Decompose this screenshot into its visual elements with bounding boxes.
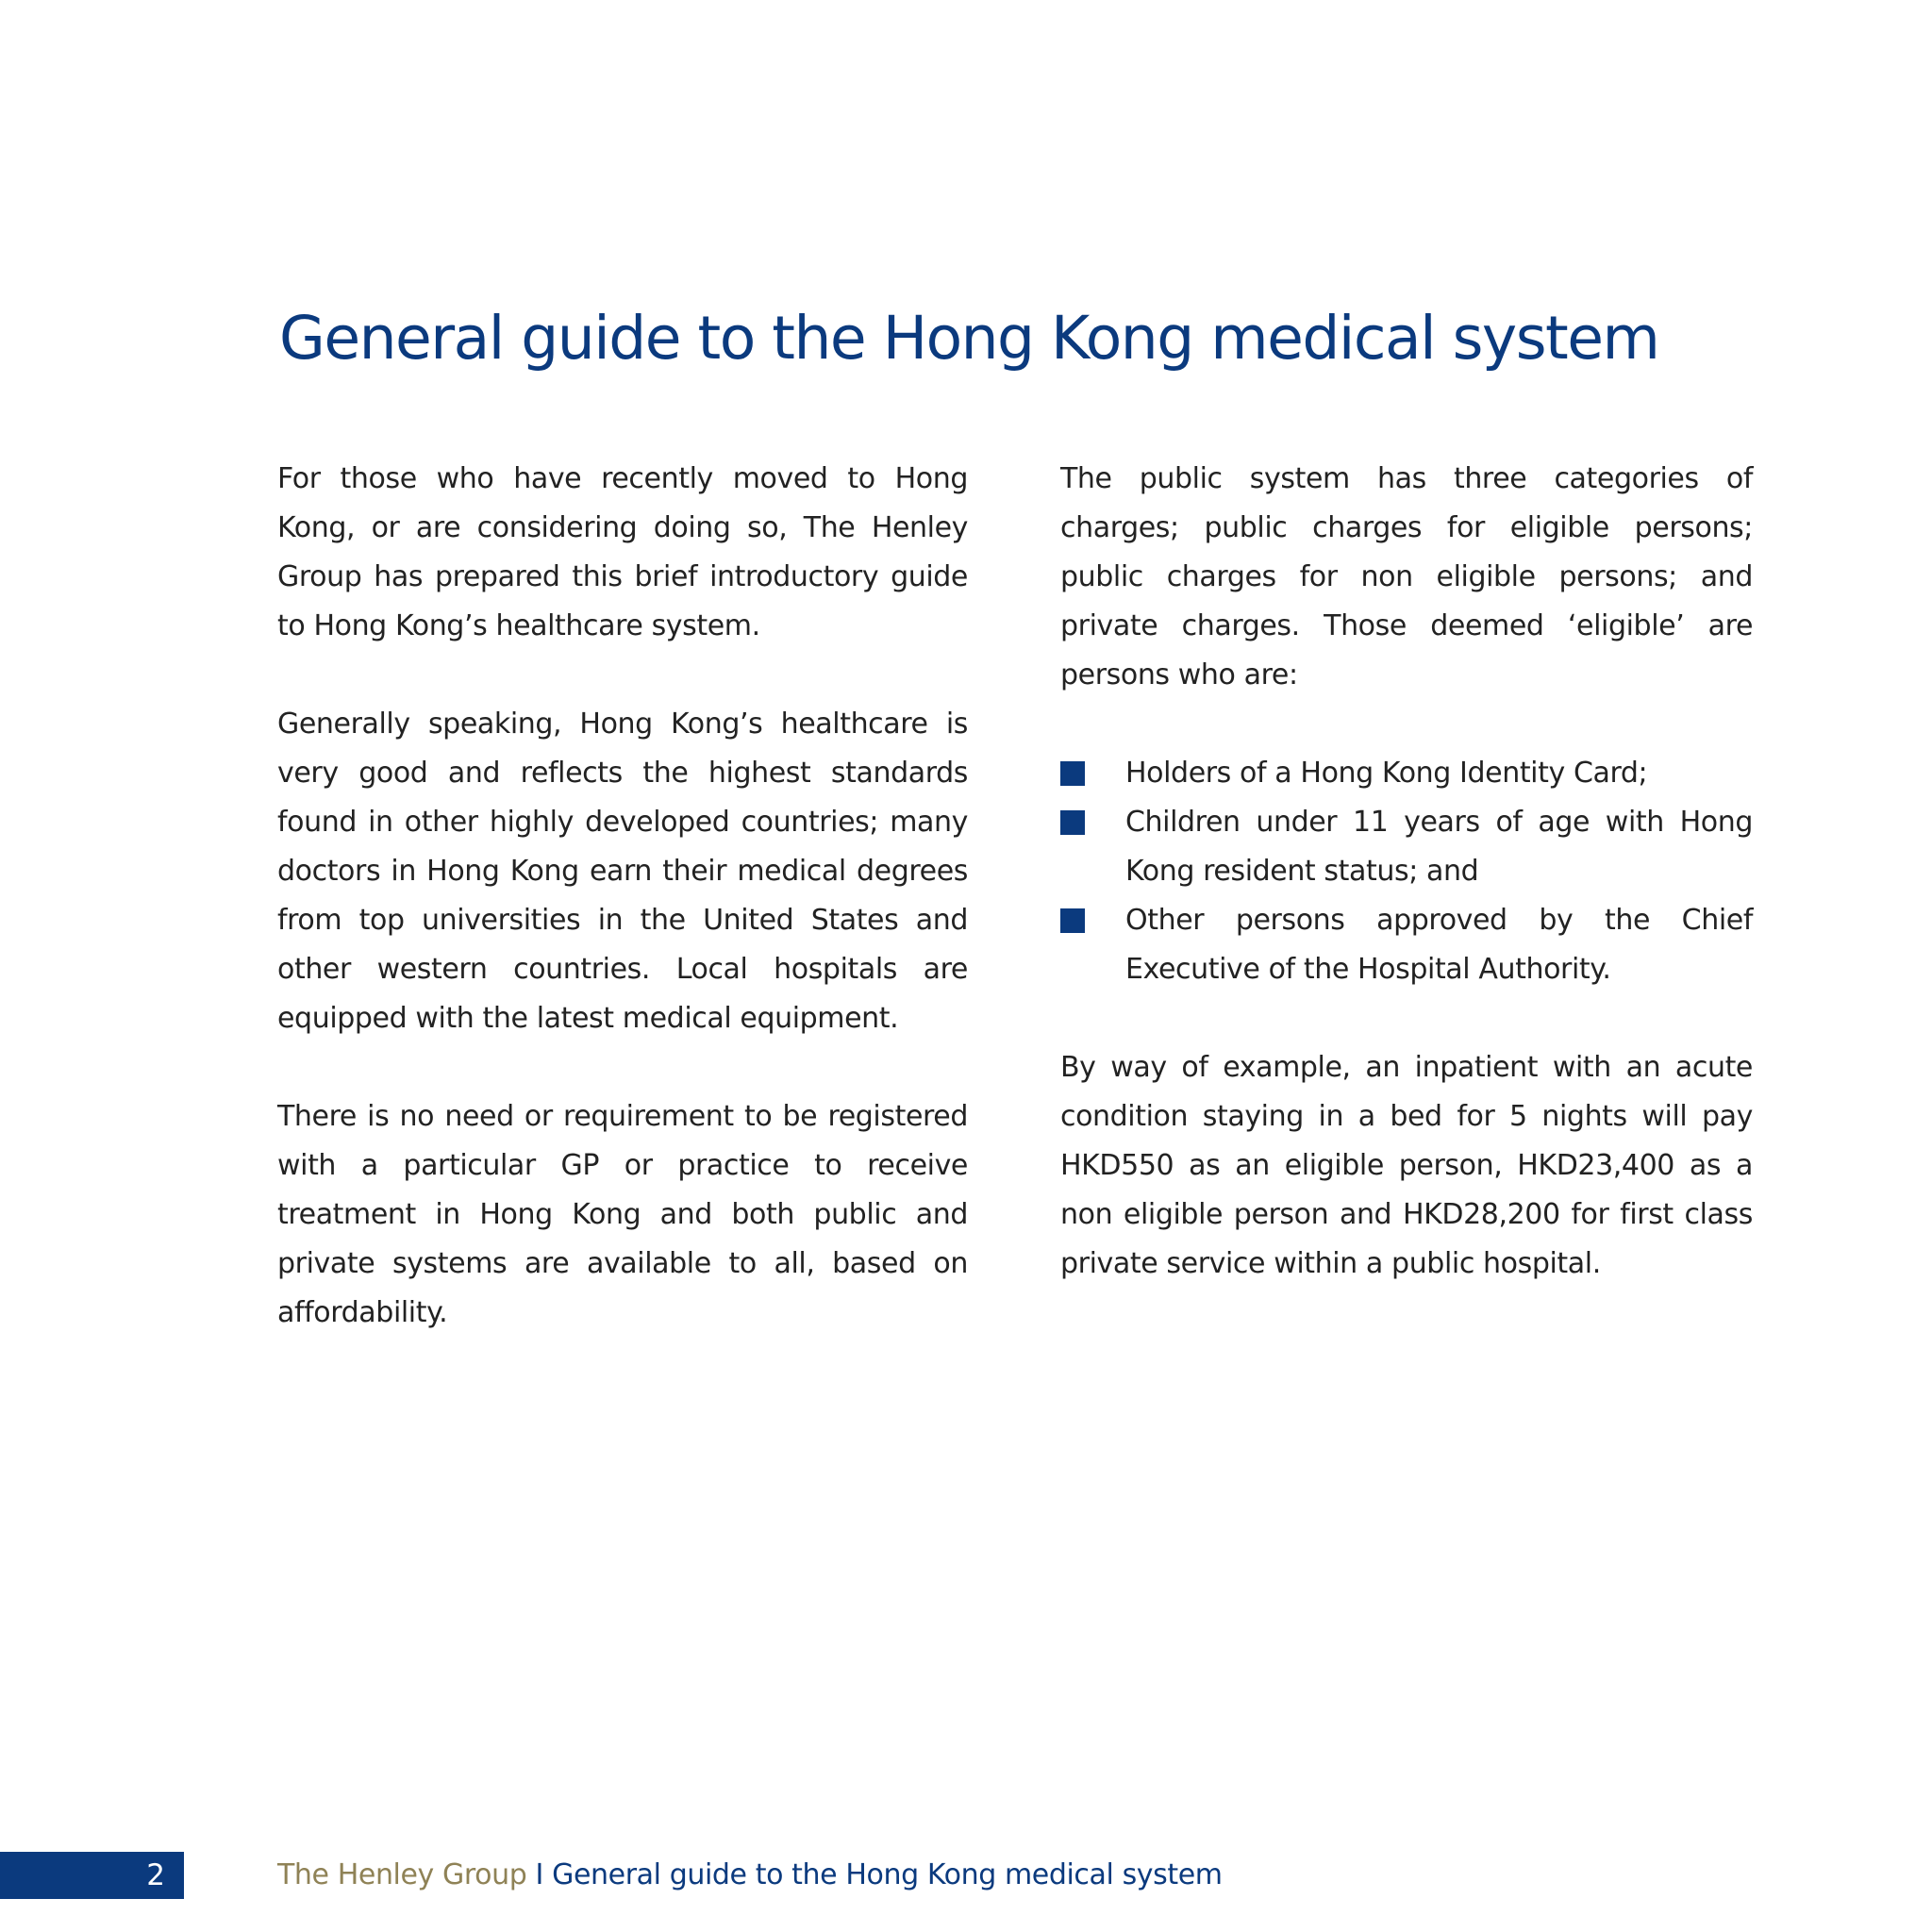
footer-brand: The Henley Group (277, 1858, 527, 1891)
list-item-text: Other persons approved by the Chief Executive of the Hospital Authority. (1125, 904, 1753, 986)
registration-paragraph: There is no need or requirement to be registered with a particular GP or practice to receive treatment in Hong Kong and both public and private systems are available to all, based on affordability. (277, 1100, 968, 1329)
page-number: 2 (146, 1858, 165, 1892)
square-bullet-icon (1060, 810, 1085, 835)
list-item (1060, 896, 1753, 994)
list-item-text: Holders of a Hong Kong Identity Card; (1125, 757, 1648, 790)
intro-paragraph: For those who have recently moved to Hong Kong, or are considering doing so, The Henley Group has prepared this brief introductory guide to Hong Kong’s healthcare system. (277, 462, 968, 642)
right-column (1060, 455, 1753, 1338)
healthcare-quality-paragraph: Generally speaking, Hong Kong’s healthcare is very good and reflects the highest standards found in other highly developed countries; many doctors in Hong Kong earn their medical degrees from top universities in the United States and other western countries. Local hospitals are equipped with the latest medical equipment. (277, 708, 968, 1035)
left-column (277, 455, 968, 1387)
example-paragraph: By way of example, an inpatient with an acute condition staying in a bed for 5 nights will pay HKD550 as an eligible person, HKD23,400 as a non eligible person and HKD28,200 for first class private service within a public hospital. (1060, 1051, 1753, 1280)
square-bullet-icon (1060, 761, 1085, 786)
footer-separator: I (535, 1858, 543, 1891)
list-item (1060, 749, 1753, 798)
list-item-text: Children under 11 years of age with Hong Kong resident status; and (1125, 806, 1753, 888)
eligibility-list (1060, 749, 1753, 994)
footer-document-title: General guide to the Hong Kong medical system (552, 1858, 1223, 1891)
square-bullet-icon (1060, 908, 1085, 933)
running-footer (277, 1852, 1223, 1899)
page-title: General guide to the Hong Kong medical system (279, 304, 1659, 373)
page-number-bar (0, 1852, 184, 1899)
charges-paragraph: The public system has three categories of charges; public charges for eligible persons; public charges for non eligible persons; and private charges. Those deemed ‘eligible’ are persons who are: (1060, 462, 1753, 691)
list-item (1060, 798, 1753, 896)
